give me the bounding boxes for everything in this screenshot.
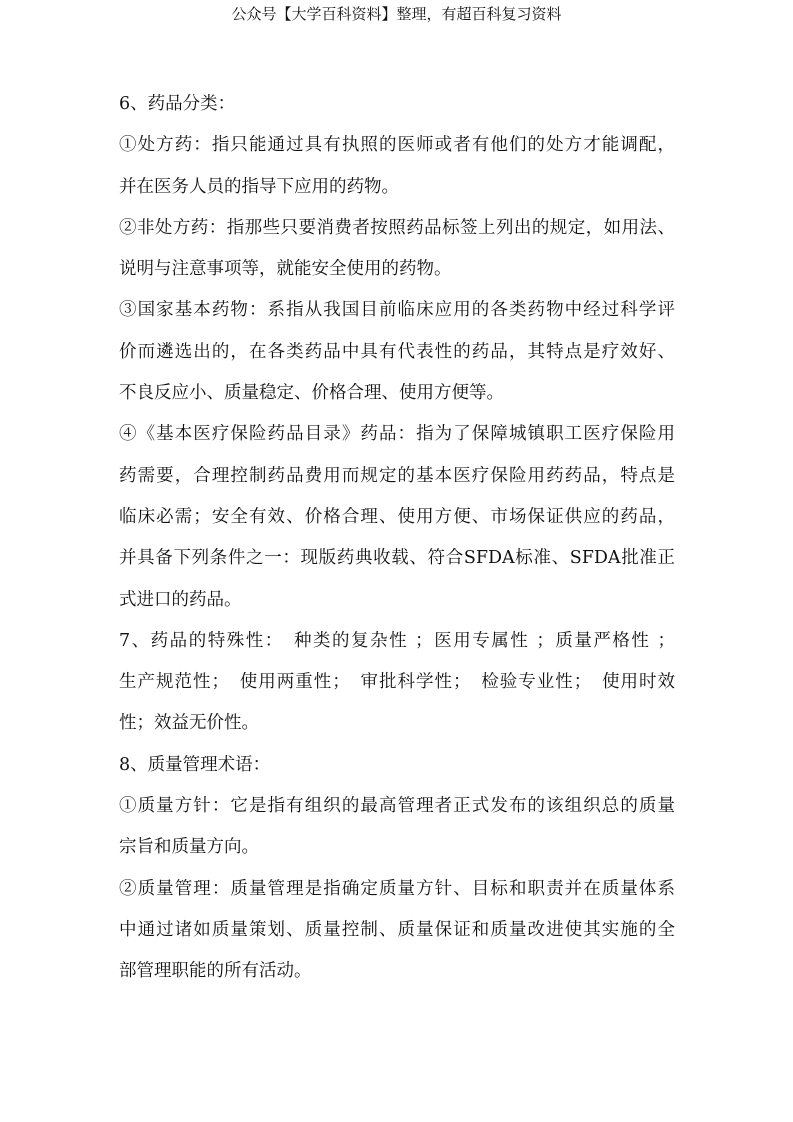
- text-line: ③国家基本药物：系指从我国目前临床应用的各类药物中经过科学评: [119, 300, 675, 321]
- text-line: 不良反应小、质量稳定、价格合理、使用方便等。: [119, 383, 504, 404]
- section-heading-drug-classification: 6、药品分类：: [119, 94, 236, 114]
- section-heading-quality-terms: 8、质量管理术语：: [119, 754, 271, 775]
- text-line: 临床必需；安全有效、价格合理、使用方便、市场保证供应的药品，: [119, 506, 675, 527]
- text-line: 说明与注意事项等，就能安全使用的药物。: [119, 259, 452, 280]
- section-heading-drug-specialty: 7、药品的特殊性： 种类的复杂性 ；医用专属性 ；质量严格性 ；: [119, 630, 675, 651]
- text-line: ④《基本医疗保险药品目录》药品：指为了保障城镇职工医疗保险用: [119, 424, 675, 445]
- text-line: ②质量管理：质量管理是指确定质量方针、目标和职责并在质量体系: [119, 878, 675, 899]
- text-line: 价而遴选出的，在各类药品中具有代表性的药品，其特点是疗效好、: [119, 341, 675, 362]
- text-line: ①处方药：指只能通过具有执照的医师或者有他们的处方才能调配，: [119, 135, 675, 156]
- text-line: 并具备下列条件之一：现版药典收载、符合SFDA标准、SFDA批准正: [119, 548, 675, 569]
- text-line: 并在医务人员的指导下应用的药物。: [119, 176, 399, 197]
- text-line: 药需要，合理控制药品费用而规定的基本医疗保险用药药品，特点是: [119, 465, 675, 486]
- text-line: ②非处方药：指那些只要消费者按照药品标签上列出的规定，如用法、: [119, 217, 675, 238]
- text-line: 中通过诸如质量策划、质量控制、质量保证和质量改进使其实施的全: [119, 919, 675, 940]
- text-line: 生产规范性； 使用两重性； 审批科学性； 检验专业性； 使用时效: [119, 672, 675, 693]
- text-line: 式进口的药品。: [119, 589, 242, 610]
- page-header: 公众号【大学百科资料】整理，有超百科复习资料: [231, 5, 562, 23]
- text-line: ①质量方针：它是指有组织的最高管理者正式发布的该组织总的质量: [119, 796, 675, 817]
- text-line: 部管理职能的所有活动。: [119, 961, 312, 982]
- document-body: [119, 84, 675, 993]
- text-line: 宗旨和质量方向。: [119, 837, 259, 858]
- text-line: 性；效益无价性。: [119, 713, 259, 734]
